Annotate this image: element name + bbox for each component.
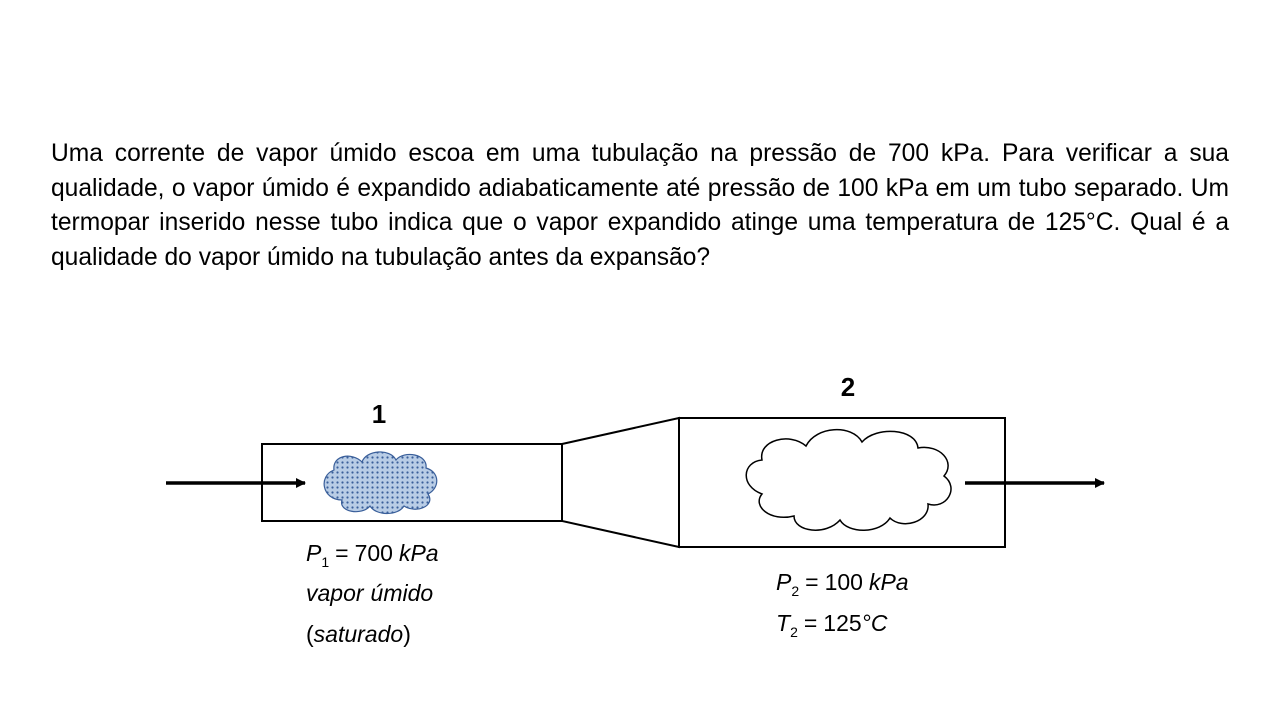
state-2-pressure: $P_2 = 100$ kPa <box>776 569 909 599</box>
state-2-temperature: $T_2 = 125^\circ C$ <box>776 610 888 640</box>
wet-vapor-cloud <box>324 452 437 514</box>
state-2-number: 2 <box>840 372 856 402</box>
state-1-note: (saturado) <box>306 621 411 647</box>
state-1-description: vapor úmido <box>306 580 434 606</box>
state-1-number: 1 <box>371 399 387 429</box>
diffuser-section <box>562 418 679 547</box>
expanded-vapor-cloud <box>746 430 951 531</box>
problem-statement: Uma corrente de vapor úmido escoa em uma tubulação na pressão de 700 kPa. Para verificar a sua qualidade, o vapor úmido é expandido adiabaticamente até pressão de 100 kPa em um tubo separado. Um termopar inserido nesse tubo indica que o vapor expandido atinge uma temperatura de 125°C. Qual é a qualidade do vapor úmido na tubulação antes da expansão? <box>51 140 1229 271</box>
state-1-pressure: $P_1 = 700$ kPa <box>306 540 439 570</box>
